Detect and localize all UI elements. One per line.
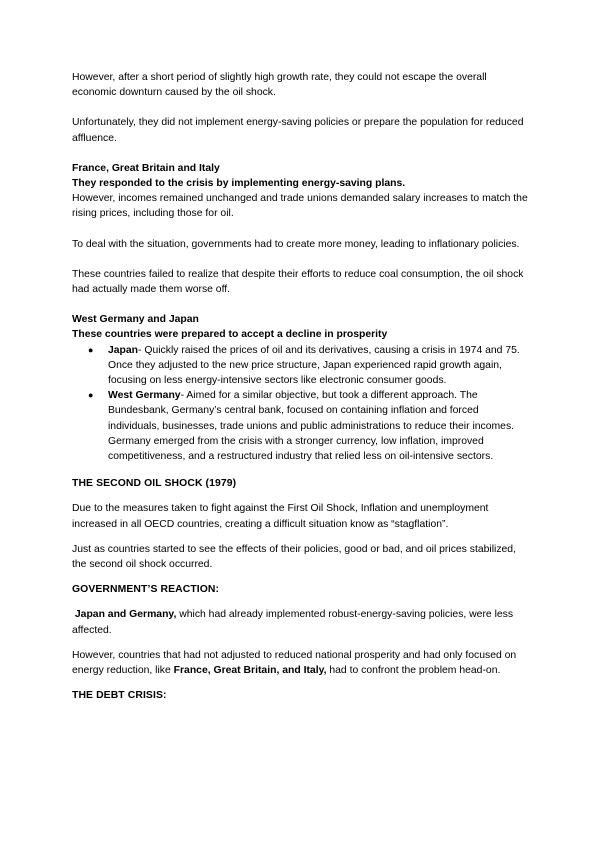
- text-head-on: had to confront the problem head-on.: [326, 665, 501, 677]
- list-item-japan: [72, 343, 528, 389]
- paragraph-inflation: To deal with the situation, governments had to create more money, leading to inflationary policies.: [72, 238, 520, 250]
- paragraph-growth: However, after a short period of slightly high growth rate, they could not escape the overall economic downturn caused by the oil shock.: [72, 72, 487, 99]
- paragraph-worse-off: These countries failed to realize that despite their efforts to reduce coal consumption, the oil shock had actually made them worse off.: [72, 268, 524, 296]
- section-title-germany-japan: West Germany and Japan: [72, 314, 199, 326]
- bold-japan-germany: Japan and Germany,: [74, 609, 177, 621]
- list-item-label: Japan: [108, 344, 139, 356]
- text-countries-start: However, countries that had not adjusted to reduced national prosperity and had only focused on energy reduction, like: [72, 649, 517, 677]
- list-item-west-germany: [72, 388, 528, 464]
- paragraph-stagflation: Due to the measures taken to fight against the First Oil Shock, Inflation and unemployment increased in all OECD countries, creating a difficult situation know as “stagflation”.: [72, 503, 489, 530]
- heading-second-oil-shock: THE SECOND OIL SHOCK (1979): [72, 478, 237, 490]
- paragraph-japan-germany: [72, 607, 528, 637]
- section-subtitle-germany-japan: These countries were prepared to accept a decline in prosperity: [72, 329, 388, 341]
- bullet-list: [72, 343, 528, 465]
- document-page: [72, 70, 528, 704]
- bullet-icon: ●: [88, 390, 94, 401]
- bold-france-gb-italy: France, Great Britain, and Italy,: [173, 665, 327, 677]
- list-item-label: West Germany: [108, 390, 181, 402]
- section-subtitle-france: They responded to the crisis by implementing energy-saving plans.: [72, 178, 406, 190]
- heading-government-reaction: GOVERNMENT’S REACTION:: [72, 584, 220, 596]
- paragraph-energy-saving: Unfortunately, they did not implement energy-saving policies or prepare the population for reduced affluence.: [72, 117, 524, 144]
- paragraph-head-on: [72, 648, 528, 678]
- list-item-text: - Aimed for a similar objective, but took a different approach. The Bundesbank, Germany’s central bank, focused on containing inflation and forced individuals, businesses, trade unions and public administrations to reduce their incomes. Germany emerged from the crisis with a stronger currency, low inflation, improved competitiveness, and a restructured industry that relied less on oil-intensive sectors.: [108, 390, 515, 463]
- paragraph-incomes: However, incomes remained unchanged and trade unions demanded salary increases to match the rising prices, including those for oil.: [72, 193, 528, 220]
- section-title-france: France, Great Britain and Italy: [72, 162, 220, 174]
- bullet-icon: ●: [88, 344, 94, 355]
- heading-debt-crisis: THE DEBT CRISIS:: [72, 690, 167, 702]
- paragraph-second-shock: Just as countries started to see the effects of their policies, good or bad, and oil prices stabilized, the second oil shock occurred.: [72, 543, 516, 571]
- text-less-affected: which had already implemented robust-energy-saving policies, were less affected.: [72, 609, 514, 636]
- list-item-text: - Quickly raised the prices of oil and its derivatives, causing a crisis in 1974 and 75. Once they adjusted to the new price structure, Japan experienced rapid growth again, focusing on less energy-intensive sectors like electronic consumer goods.: [108, 344, 520, 387]
